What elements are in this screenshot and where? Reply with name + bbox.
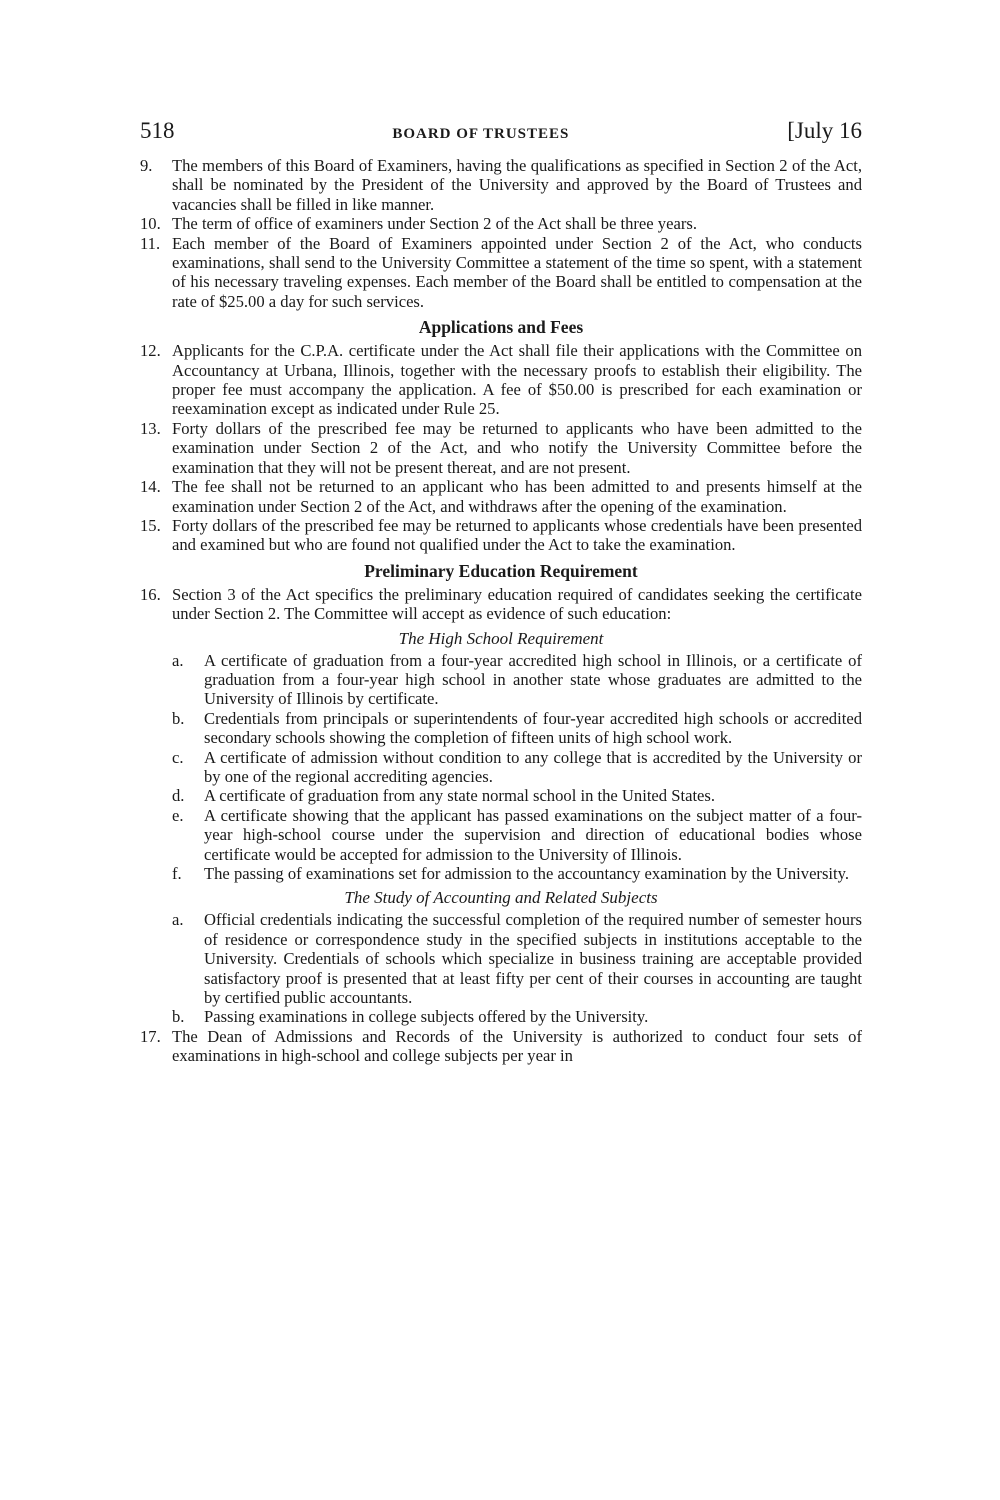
item-text: A certificate of graduation from any state normal school in the United States. [204,786,716,806]
item-letter: d. [172,786,185,806]
rule-number: 17. [140,1026,161,1046]
subheading-high-school-requirement: The High School Requirement [398,628,604,648]
item-text: A certificate of graduation from a four-year accredited high school in Illinois, or a certificate of graduation from a four-year high school in another state whose graduates are admitted to the University of Illinois by certificate. [204,650,862,709]
subheading-study-of-accounting: The Study of Accounting and Related Subjects [344,888,658,908]
item-letter: c. [172,747,184,767]
rule-17 [140,1027,862,1066]
rule-14 [140,477,862,516]
accounting-item-a [140,910,862,1007]
rule-text: Applicants for the C.P.A. certificate under the Act shall file their applications with the Committee on Accountancy at Urbana, Illinois, together with the necessary proofs to establish their eligibility. The proper fee must accompany the application. A fee of $50.00 is prescribed for each examination or reexamination except as indicated under Rule 25. [172,341,862,419]
item-letter: b. [172,1007,185,1027]
running-title: BOARD OF TRUSTEES [392,126,570,142]
item-letter: a. [172,650,184,670]
page-body [140,156,862,1066]
accounting-item-b [140,1007,862,1026]
rule-text: The fee shall not be returned to an applicant who has been admitted to and presents himself at the examination under Section 2 of the Act, and withdraws after the opening of the examination. [172,477,862,516]
item-letter: b. [172,708,185,728]
item-letter: f. [172,864,182,883]
header-date: [July 16 [787,118,862,143]
rule-11 [140,234,862,312]
rule-9 [140,156,862,214]
rule-text: Section 3 of the Act specifics the preliminary education required of candidates seeking the certificate under Section 2. The Committee will accept as evidence of such education: [172,584,862,624]
item-text: A certificate showing that the applicant has passed examinations on the subject matter of a four-year high-school course under the supervision and direction of educational bodies whose certificate would be accepted for admission to the University of Illinois. [204,805,862,864]
high-school-item-f [140,864,862,883]
rule-number: 12. [140,341,161,361]
item-text: A certificate of admission without condition to any college that is accredited by the University or by one of the regional accrediting agencies. [204,747,862,786]
high-school-item-c [140,748,862,787]
rule-number: 16. [140,584,161,604]
item-letter: e. [172,805,184,825]
rule-15 [140,516,862,555]
rule-text: The Dean of Admissions and Records of the University is authorized to conduct four sets of examinations in high-school and college subjects per year in [172,1026,862,1066]
item-text: Official credentials indicating the successful completion of the required number of semester hours of residence or correspondence study in the specified subjects in institutions acceptable to the University. Credentials of schools which specialize in business training are acceptable provided satisfactory proof is presented that at least fifty per cent of their courses in accounting are taught by certified public accountants. [204,910,862,1008]
item-text: Credentials from principals or superintendents of four-year accredited high schools or accredited secondary schools showing the completion of fifteen units of high school work. [204,708,862,748]
high-school-item-a [140,651,862,709]
rule-number: 9. [140,156,153,175]
rule-10 [140,214,862,233]
rule-text: The members of this Board of Examiners, having the qualifications as specified in Section 2 of the Act, shall be nominated by the President of the University and approved by the Board of Trustees and vacancies shall be filled in like manner. [172,156,862,214]
rule-13 [140,419,862,477]
page-number: 518 [140,118,175,143]
high-school-item-d [140,786,862,805]
section-heading-preliminary-education: Preliminary Education Requirement [364,560,638,581]
rule-number: 11. [140,233,161,253]
item-text: The passing of examinations set for admission to the accountancy examination by the University. [204,864,850,883]
section-heading-applications-and-fees: Applications and Fees [418,317,584,338]
item-text: Passing examinations in college subjects offered by the University. [204,1007,649,1027]
rule-number: 13. [140,418,161,438]
high-school-item-e [140,806,862,864]
high-school-item-b [140,709,862,748]
rule-number: 10. [140,214,161,234]
rule-number: 14. [140,477,161,497]
rule-text: The term of office of examiners under Section 2 of the Act shall be three years. [172,214,697,234]
rule-12 [140,341,862,419]
item-letter: a. [172,910,184,930]
rule-text: Forty dollars of the prescribed fee may be returned to applicants who have been admitted to the examination under Section 2 of the Act, and who notify the University Committee before the examination that they will not be present thereat, and are not present. [172,418,862,477]
rule-number: 15. [140,515,161,535]
rule-16 [140,585,862,624]
rule-text: Each member of the Board of Examiners appointed under Section 2 of the Act, who conducts examinations, shall send to the University Committee a statement of the time so spent, with a statement of his necessary traveling expenses. Each member of the Board shall be entitled to compensation at the rate of $25.00 a day for such services. [172,233,862,311]
rule-text: Forty dollars of the prescribed fee may be returned to applicants whose credentials have been presented and examined but who are found not qualified under the Act to take the examination. [172,515,862,555]
page-header [140,118,862,152]
